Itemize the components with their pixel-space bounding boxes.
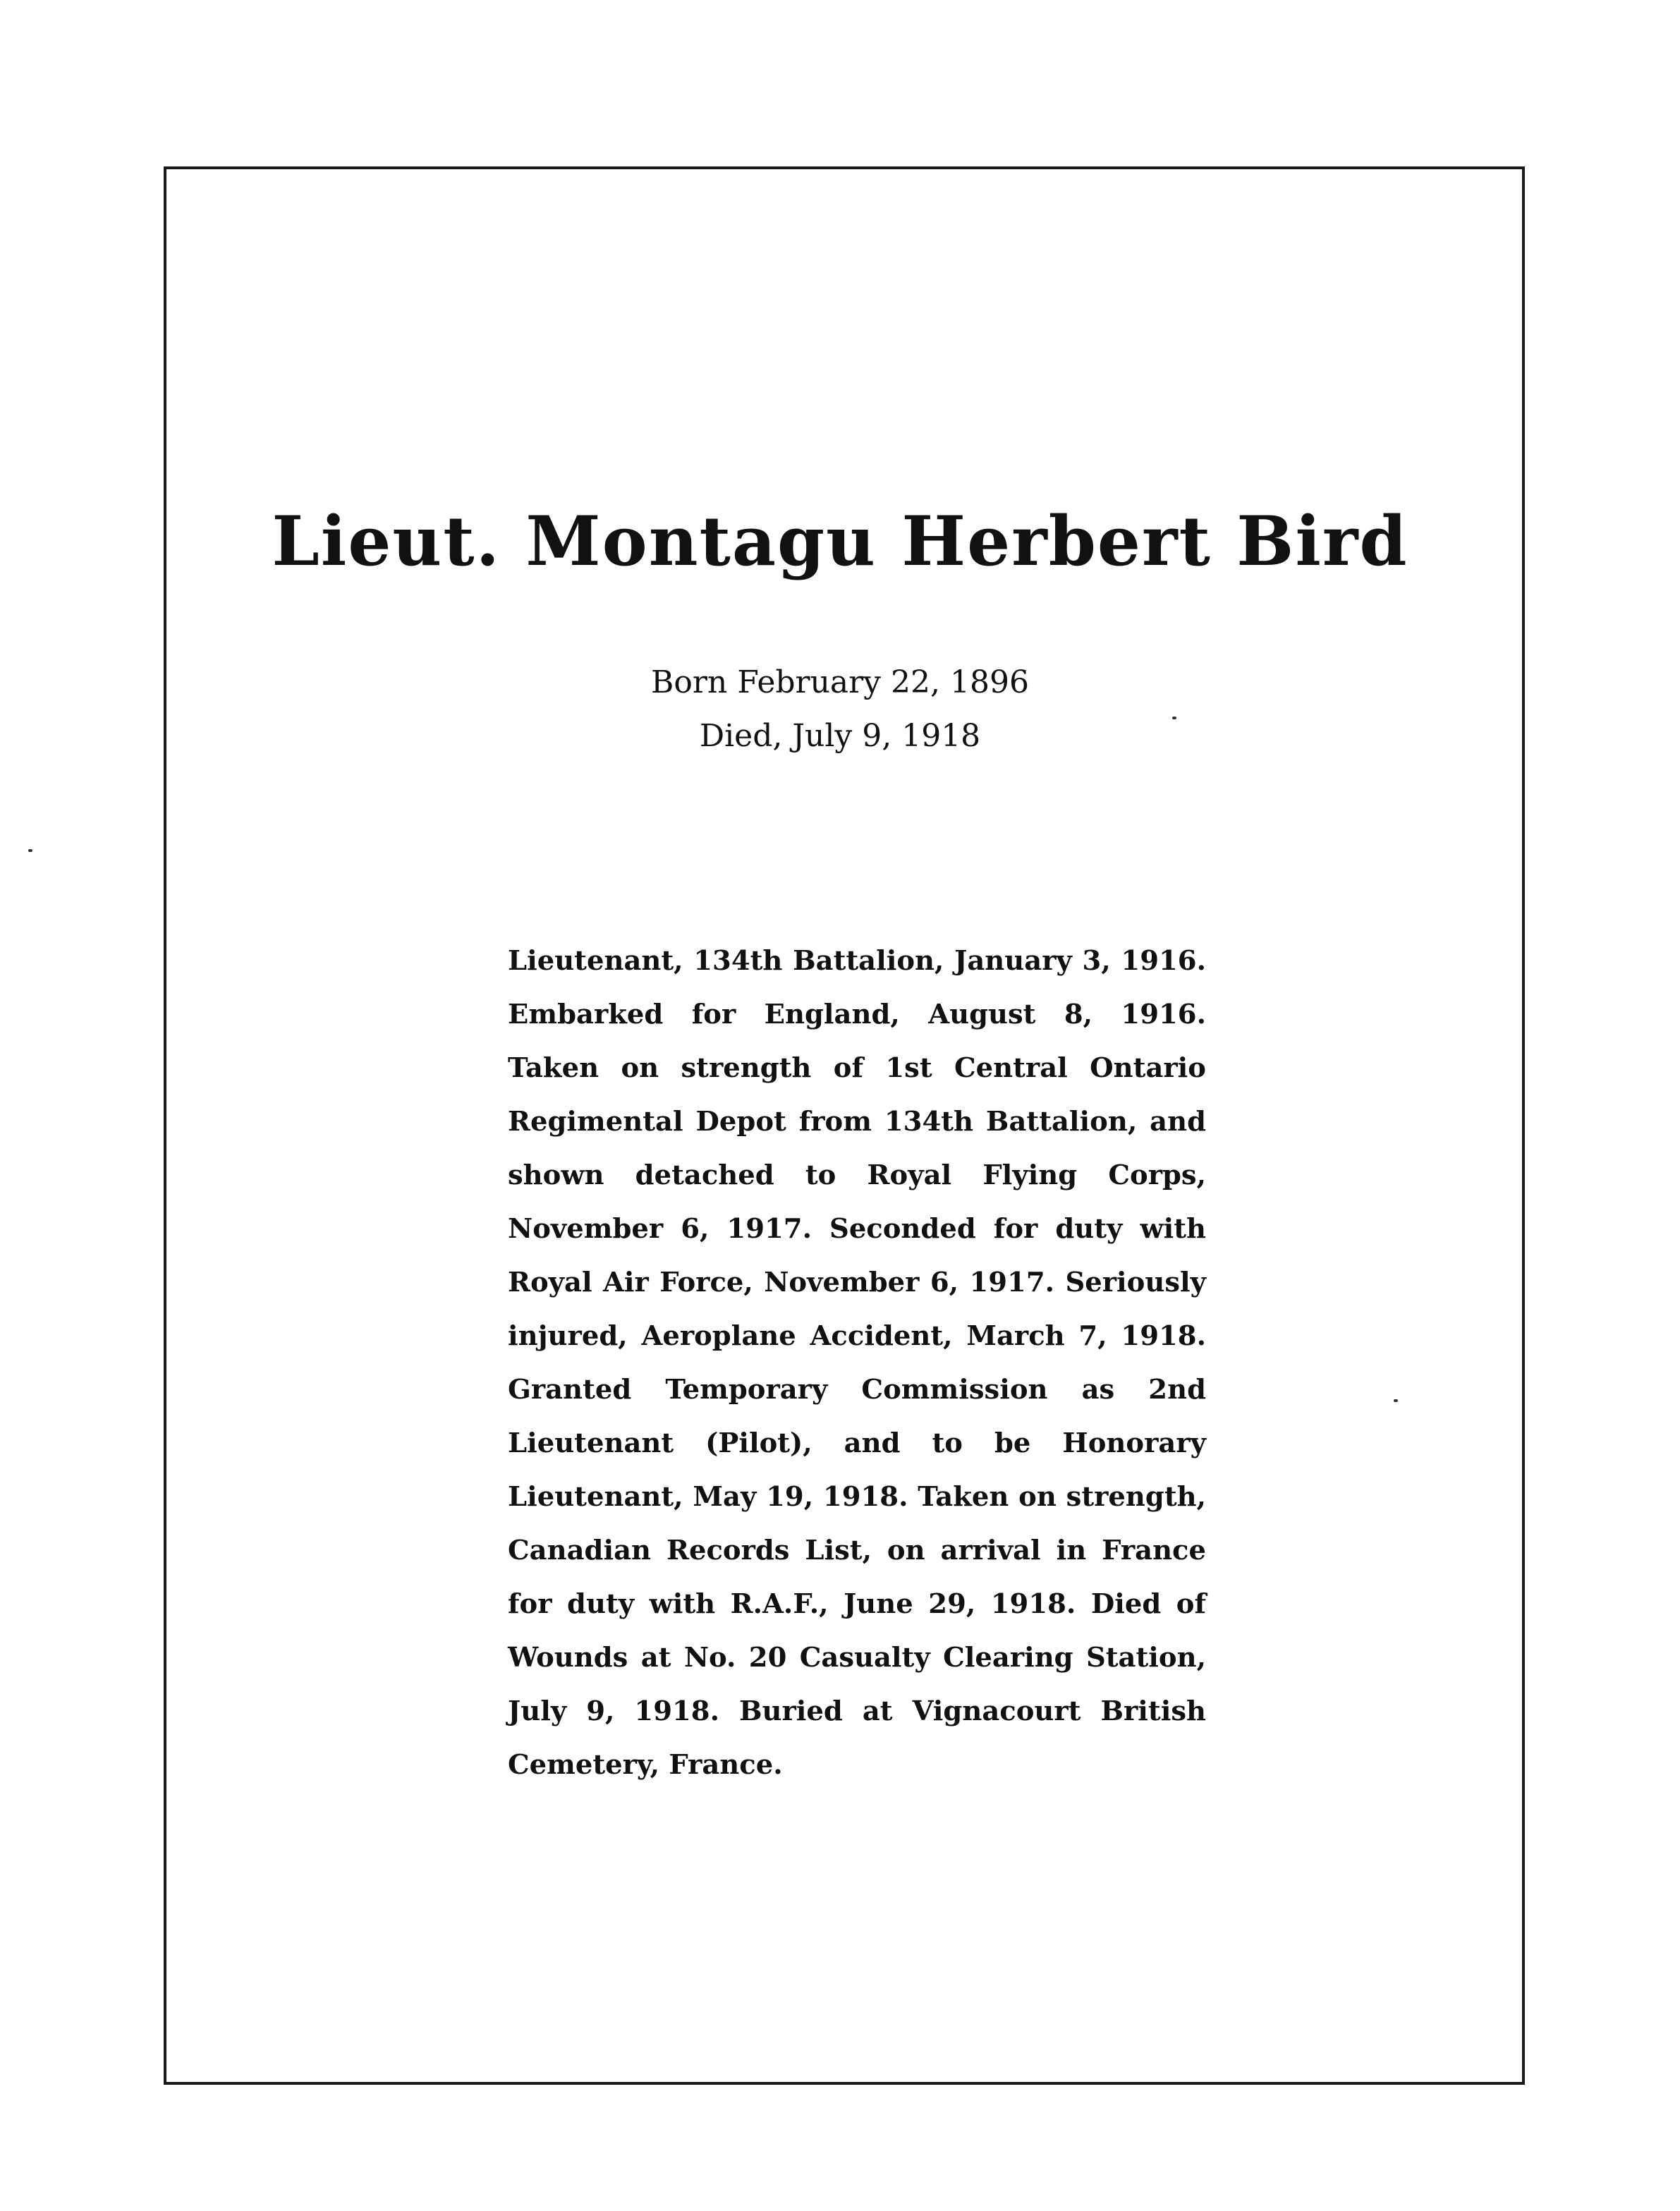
service-record-text: Lieutenant, 134th Battalion, January 3, 1916. Embarked for England, August 8, 1916. Taken on strength of 1st Central Ontario Regimental Depot from 134th Battalion, and shown detached to Royal Flying Corps, November 6, 1917. Seconded for duty with Royal Air Force, November 6, 1917. Seriously injured, Aeroplane Accident, March 7, 1918. Granted Temporary Commission as 2nd Lieutenant (Pilot), and to be Honorary Lieutenant, May 19, 1918. Taken on strength, Canadian Records List, on arrival in France for duty with R.A.F., June 29, 1918. Died of Wounds at No. 20 Casualty Clearing Station, July 9, 1918. Buried at Vignacourt British Cemetery, France. <box>508 945 1206 1781</box>
scan-speck <box>28 849 32 852</box>
life-dates <box>0 656 1680 763</box>
scan-speck <box>1394 1399 1398 1402</box>
service-record <box>508 934 1206 1792</box>
death-date: Died, July 9, 1918 <box>699 718 981 754</box>
memorial-title: Lieut. Montagu Herbert Bird <box>272 501 1408 581</box>
scan-speck <box>1172 717 1176 719</box>
birth-date: Born February 22, 1896 <box>651 664 1029 700</box>
